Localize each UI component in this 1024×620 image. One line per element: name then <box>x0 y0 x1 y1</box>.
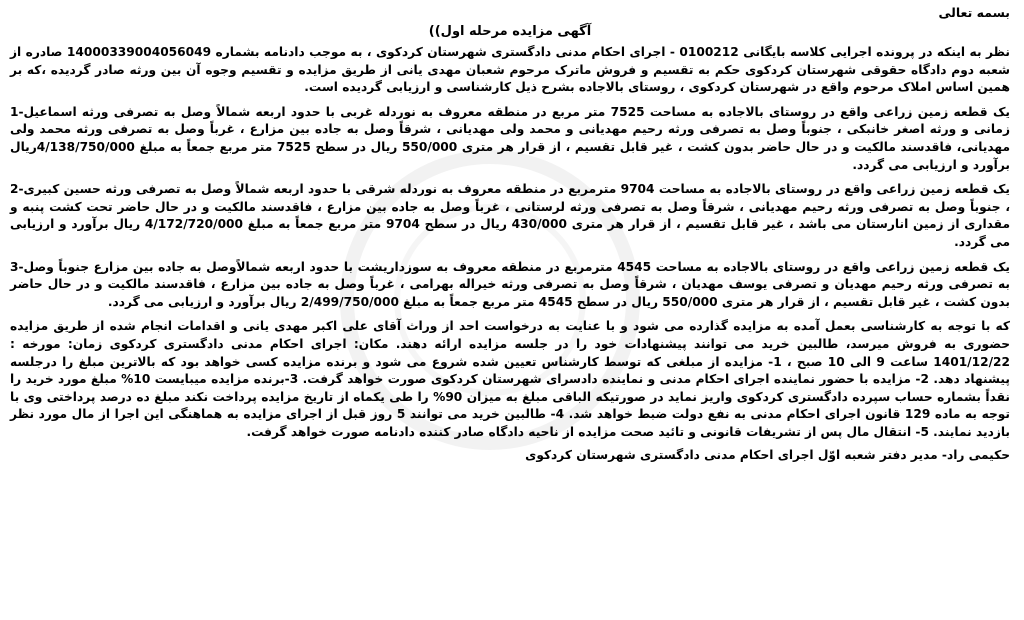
property-item-2: یک قطعه زمین زراعی واقع در روستای بالاجاده به مساحت 9704 مترمربع در منطقه معروف به نوردله شرقی با حدود اربعه شمالاً وصل به تصرفی ورثه حسین کبیری-2 ، جنوباً وصل به تصرفی ورثه رحیم مهدیانی ، شرقاً وصل به تصرفی ورثه لرستانی ، غرباً وصل به جاده بین مزارع ، فاقدسند مالکیت و در حال حاضر تحت کشت پنبه و مقداری از زمین انارستان می باشد ، غیر قابل تقسیم ، از قرار هر متری 430/000 ریال در سطح 9704 متر مربع جمعاً به مبلغ 4/172/720/000 ریال برآورد و ارزیابی می گردد. <box>10 182 1010 249</box>
bismillah-heading: بسمه تعالی <box>938 5 1010 20</box>
signature-line: حکیمی راد- مدیر دفتر شعبه اوّل اجرای احکام مدنی دادگستری شهرستان کردکوی <box>525 448 1010 463</box>
intro-paragraph: نظر به اینکه در پرونده اجرایی کلاسه بایگانی 0100212 - اجرای احکام مدنی دادگستری شهرستان کردکوی ، به موجب دادنامه بشماره 14000339004056049 صادره از شعبه دوم دادگاه حقوقی شهرستان کردکوی حکم به تقسیم و فروش ماترک مرحوم شعبان مهدی یانی از طریق مزایده و تقسیم وجوه آن بین ورثه صادر گردیده ،که بر همین اساس املاک مرحوم واقع در شهرستان کردکوی ، روستای بالاجاده بشرح ذیل کارشناسی و ارزیابی گردیده است. <box>10 45 1010 95</box>
property-item-3: یک قطعه زمین زراعی واقع در روستای بالاجاده به مساحت 4545 مترمربع در منطقه معروف به سوزداریشت با حدود اربعه شمالاًوصل به جاده بین مزارع جنوباً وصل-3 به تصرفی ورثه رحیم مهدیان و تصرفی یوسف مهدیان ، شرقاً وصل به تصرفی ورثه خیراله بهرامی ، غرباً وصل به جاده بین مزارع ، فاقدسند مالکیت و در حال حاضر بدون کشت ، غیر قابل تقسیم ، از قرار هر متری 550/000 ریال در سطح 4545 متر مربع جمعاً به مبلغ 2/499/750/000 ریال برآورد و ارزیابی می گردد. <box>10 259 1010 309</box>
auction-conditions-paragraph: که با توجه به کارشناسی بعمل آمده به مزایده گذارده می شود و با عنایت به درخواست احد از وراث آقای علی اکبر مهدی یانی و اقدامات انجام شده از طریق مزایده حضوری به فروش میرسد، طالبین خرید می توانند پیشنهادات خود را در جلسه مزایده ارائه دهند. مکان: اجرای احکام مدنی دادگستری کردکوی زمان: مورخه : 1401/12/22 ساعت 9 الی 10 صبح ، 1- مزایده از مبلغی که توسط کارشناس تعیین شده شروع می شود و برنده مزایده کسی خواهد بود که بالاترین مبلغ را درجلسه پیشنهاد دهد. 2- مزایده با حضور نماینده اجرای احکام مدنی و نماینده دادسرای شهرستان کردکوی صورت خواهد گرفت. 3-برنده مزایده میبایست 10% مبلغ مورد خرید را نقداً بشماره حساب سپرده دادگستری کردکوی واریز نماید در صورتیکه الباقی مبلغ به میزان 90% را طی یکماه از تاریخ مزایده پرداخت نکند مبلغ ده درصد پرداختی وی با توجه به ماده 129 قانون اجرای احکام مدنی به نفع دولت ضبط خواهد شد. 4- طالبین خرید می توانند 5 روز قبل از اجرای مزایده به هماهنگی این اجرا از مال مورد نظر بازدید نمایند. 5- انتقال مال پس از تشریفات قانونی و تائید صحت مزایده از ناحیه دادگاه صادر کننده دادنامه صورت خواهد گرفت. <box>10 319 1011 439</box>
property-item-1: یک قطعه زمین زراعی واقع در روستای بالاجاده به مساحت 7525 متر مربع در منطقه معروف به نوردله غربی با حدود اربعه شمالاً وصل به تصرفی ورثه اسماعیل-1 زمانی و ورثه اصغر خانبکی ، جنوباً وصل به تصرفی ورثه رحیم مهدیانی و محمد ولی مهدیانی ، شرقاً وصل به جاده بین مزارع ، غرباً وصل به تصرفی ورثه محمد ولی مهدیانی، فاقدسند مالکیت و در حال حاضر بدون کشت ، غیر قابل تقسیم ، از قرار هر متری 550/000 ریال در سطح 7525 متر مربع جمعاً به مبلغ 4/138/750/000ریال برآورد و ارزیابی می گردد. <box>10 104 1010 172</box>
notice-title: آگهی مزایده مرحله اول)) <box>428 24 592 39</box>
